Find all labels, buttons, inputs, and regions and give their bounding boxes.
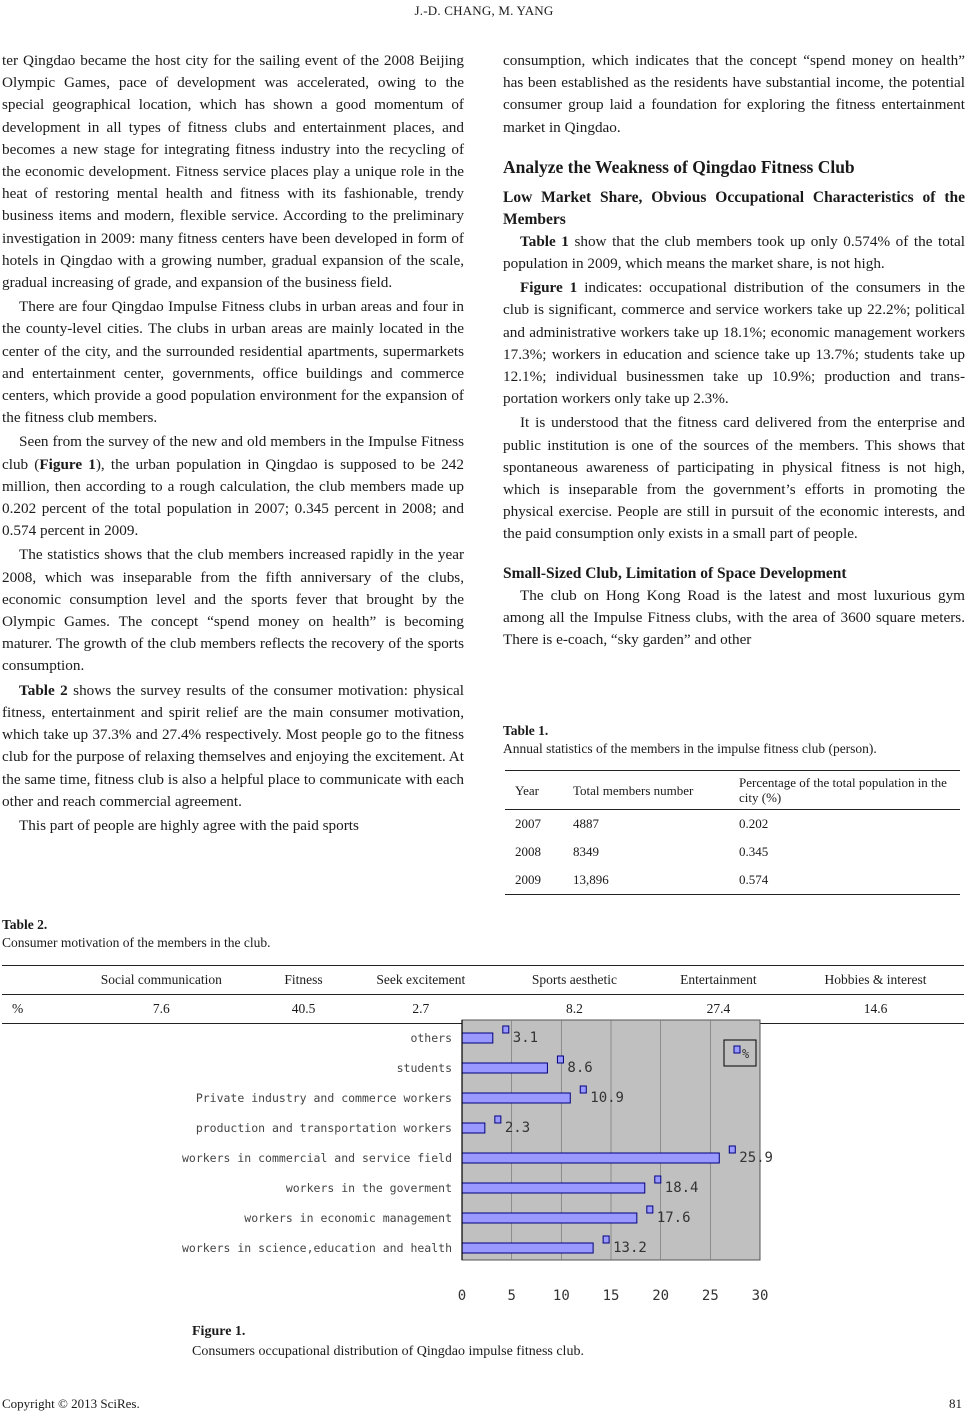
table-cell: % (12, 1001, 24, 1016)
data-label-marker (655, 1176, 661, 1183)
table-header-cell: Fitness (284, 972, 323, 987)
legend-marker (734, 1046, 740, 1053)
data-label-marker (647, 1206, 653, 1213)
table-cell: 2007 (515, 816, 541, 831)
table-header-cell: Total members number (573, 782, 694, 798)
table-cell: 2009 (515, 872, 541, 887)
paragraph: consumption, which indicates that the concept “spend money on health” has been established as the residents have substantial income, the potential consumer group laid a foundation for exploring the fitness entertainment market in Qingdao. (503, 52, 965, 136)
paragraph: It is understood that the fitness card delivered from the enterprise and public institution is one of the sources of the members. This shows that spontaneous awareness of participating in physical fitness is not high, which is inseparable from the government’s efforts in promoting the physical exercise. People are still in pursuit of the economic interests, and the paid consumption only exists in a small part of people. (503, 414, 965, 543)
paragraph: The statistics shows that the club members increased rapidly in the year 2008, which was inseparable from the fifth anniversary of the clubs, economic consumption level and the sports fever that brought by the Olympic Games. The concept “spend money on health” is becoming maturer. The growth of the club members reflects the recovery of the sports consumption. (2, 546, 464, 675)
data-label: 3.1 (512, 1030, 539, 1046)
table-header-cell (2, 966, 58, 995)
paragraph: The club on Hong Kong Road is the latest and most luxurious gym among all the Impulse Fitness clubs, with the area of 3600 square meters. There is e-coach, “sky garden” and other (503, 586, 965, 649)
category-label: Private industry and commerce workers (195, 1091, 452, 1105)
table-header-cell: Percentage of the total population in the city (%) (739, 775, 947, 805)
data-label-marker (729, 1146, 735, 1153)
figure1-caption: Consumers occupational distribution of Qingdao impulse fitness club. (192, 1344, 584, 1359)
table-cell: 40.5 (291, 1001, 316, 1016)
category-label: workers in the goverment (285, 1181, 452, 1195)
category-label: production and transportation workers (195, 1121, 452, 1135)
table-header-cell: Hobbies & interest (824, 972, 927, 987)
x-tick-label: 15 (602, 1288, 620, 1304)
table-header-cell: Year (515, 782, 539, 798)
figure-reference: Figure 1 (39, 455, 96, 473)
paragraph: Table 1 show that the club members took up only 0.574% of the total population in 2009, which means the market share, is not high. (503, 232, 965, 273)
table-cell: 8.2 (565, 1001, 583, 1016)
figure1-caption-block (192, 1322, 584, 1362)
x-tick-label: 25 (701, 1288, 719, 1304)
table-header-cell: Social communication (100, 972, 222, 987)
table-header-row (505, 771, 960, 810)
table-cell: 2008 (515, 844, 541, 859)
bar (462, 1093, 570, 1103)
table-header-cell: Sports aesthetic (531, 972, 617, 987)
x-tick-label: 20 (652, 1288, 670, 1304)
x-tick-label: 5 (507, 1288, 516, 1304)
running-head: J.-D. CHANG, M. YANG (414, 3, 554, 18)
table-cell: 0.574 (739, 872, 769, 887)
data-label-marker (603, 1236, 609, 1243)
subsection-heading: Small-Sized Club, Limitation of Space Development (503, 564, 847, 582)
paragraph: This part of people are highly agree with the paid sports (19, 816, 359, 834)
paragraph: Seen from the survey of the new and old members in the Impulse Fitness club (Figure 1), the urban population in Qingdao is supposed to be 242 million, then according to a rough calculation, the club members made up 0.202 percent of the total population in 2007; 0.345 percent in 2008; and 0.574 percent in 2009. (2, 433, 464, 540)
data-label-marker (557, 1056, 563, 1063)
x-tick-label: 30 (751, 1288, 769, 1304)
table-reference: Table 2 (19, 681, 68, 699)
data-label: 10.9 (590, 1090, 624, 1106)
figure1-bar-chart (150, 1010, 810, 1310)
paragraph: There are four Qingdao Impulse Fitness clubs in urban areas and four in the county-level cities. The clubs in urban areas are mainly located in the center of the city, and the surrounded residential apartments, supermarkets and entertainment center, governments, office buildings and commerce centers, which provide a good population environment for the expansion of the fitness club members. (2, 298, 464, 427)
table-row (505, 866, 960, 895)
category-label: students (396, 1061, 452, 1075)
data-label-marker (503, 1026, 509, 1033)
data-label: 2.3 (504, 1120, 531, 1136)
table1-label: Table 1. (503, 723, 549, 738)
table-header-row (2, 966, 964, 995)
data-label: 18.4 (664, 1180, 699, 1196)
table-cell: 13,896 (573, 872, 609, 887)
bar (462, 1033, 493, 1043)
table-cell: 14.6 (863, 1001, 888, 1016)
table2-caption: Consumer motivation of the members in the club. (2, 935, 271, 950)
category-label: workers in science,education and health (181, 1241, 452, 1255)
bar (462, 1243, 593, 1253)
category-label: workers in commercial and service field (181, 1151, 452, 1165)
left-column (2, 50, 464, 837)
table-cell: 2.7 (412, 1001, 430, 1016)
page-number: 81 (949, 1396, 962, 1411)
bar (462, 1183, 645, 1193)
table-cell: 0.202 (739, 816, 769, 831)
x-tick-label: 10 (552, 1288, 570, 1304)
table-row (505, 810, 960, 839)
bar (462, 1063, 547, 1073)
table-cell: 7.6 (152, 1001, 170, 1016)
data-label-marker (580, 1086, 586, 1093)
figure1-label: Figure 1. (192, 1324, 246, 1339)
copyright-footer: Copyright © 2013 SciRes. (2, 1396, 140, 1411)
table1-caption-block (503, 722, 877, 758)
right-column (503, 50, 965, 651)
bar (462, 1153, 719, 1163)
category-label: others (410, 1031, 452, 1045)
x-tick-label: 0 (457, 1288, 467, 1304)
table-cell: 8349 (573, 844, 599, 859)
category-label: workers in economic management (244, 1211, 452, 1225)
table-cell: 0.345 (739, 844, 769, 859)
table-header-cell: Entertainment (680, 972, 757, 987)
bar (462, 1123, 485, 1133)
figure-reference: Figure 1 (520, 279, 578, 297)
bar (462, 1213, 637, 1223)
table2-label: Table 2. (2, 917, 48, 932)
paragraph: Table 2 shows the survey results of the consumer motivation: physical fitness, entertainment and spirit relief are the main consumer motivation, which take up 37.3% and 27.4% respectively. Most people go to the fitness club for the purpose of relaxing themselves and enjoying the excitement. At the same time, fitness club is also a helpful place to communicate with each other and reach commercial agreement. (2, 681, 464, 810)
paragraph: ter Qingdao became the host city for the sailing event of the 2008 Beijing Olympic Games, pace of development was accelerated, owing to the special geographical location, which has shown a good momentum of development in all types of fitness clubs and entertainment places, and becomes a new stage for integrating fitness industry into the recycling of the economic development. Fitness service places play a unique role in the heat of restoring mental health and fitness with its fashionable, trendy business items and modern, flexible service. According to the preliminary investigation in 2009: many fitness centers have been developed in form of hotels in Qingdao with a growing number, gradual expansion of the scale, gradual increasing of grade, and expansion of the business field. (2, 52, 464, 292)
table-cell: 4887 (573, 816, 599, 831)
paragraph: Figure 1 indicates: occupational distribution of the consumers in the club is significant, commerce and service workers take up 22.2%; political and administrative workers take up 18.1%; economic management workers 17.3%; workers in education and science take up 13.7%; students take up 12.1%; individual businessmen take up 10.9%; production and transportation workers only take up 2.3%. (503, 279, 965, 408)
data-label: 13.2 (613, 1240, 647, 1256)
table-cell: 27.4 (706, 1001, 731, 1016)
data-label: 17.6 (656, 1210, 691, 1226)
section-heading: Analyze the Weakness of Qingdao Fitness Club (503, 156, 855, 177)
table-reference: Table 1 (520, 232, 569, 250)
table-header-cell: Seek excitement (376, 972, 466, 987)
data-label: 25.9 (739, 1150, 773, 1166)
data-label: 8.6 (567, 1060, 593, 1076)
subsection-heading: Low Market Share, Obvious Occupational Characteristics of the Members (503, 188, 965, 228)
data-label-marker (495, 1116, 501, 1123)
table1 (505, 770, 960, 895)
table-row (505, 838, 960, 866)
legend-label: % (742, 1047, 750, 1061)
table2-caption-block (2, 916, 270, 952)
table1-caption: Annual statistics of the members in the impulse fitness club (person). (503, 741, 877, 756)
